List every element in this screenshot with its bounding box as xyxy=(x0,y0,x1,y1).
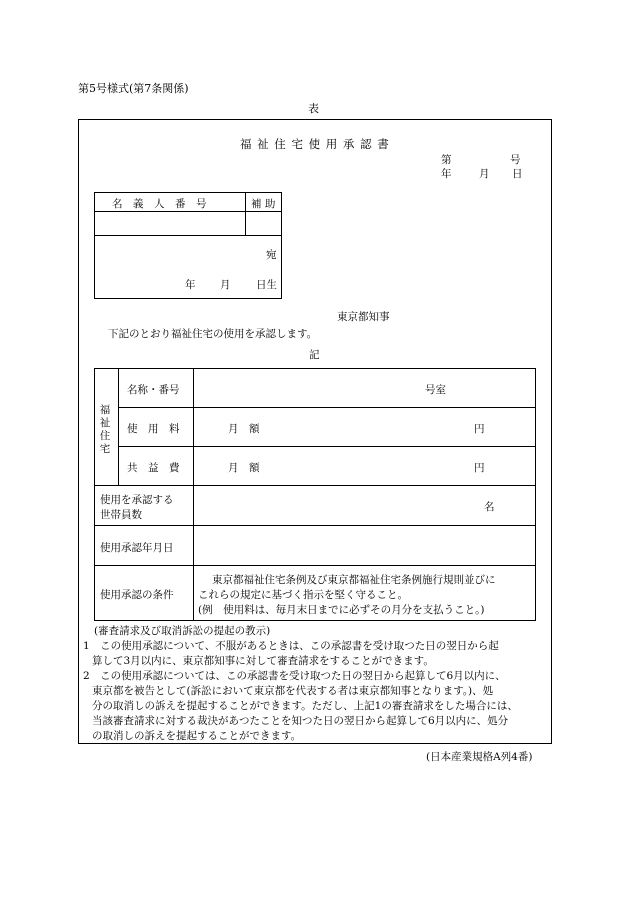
issuer: 東京都知事 xyxy=(337,311,390,323)
standard-note: (日本産業規格A列4番) xyxy=(426,751,533,763)
details-hline-2 xyxy=(118,446,536,447)
common-fee-monthly: 月 額 xyxy=(228,462,260,474)
room-unit: 号室 xyxy=(425,384,446,396)
date-year: 年 xyxy=(441,168,452,180)
notice-item2-line3: 分の取消しの訴えを提起することができます。ただし、上記1の審査請求をした場合には、 xyxy=(92,700,518,712)
ki-label: 記 xyxy=(309,349,320,361)
notice-item2-line1: 2 この使用承認については、この承認書を受け取つた日の翌日から起算して6月以内に、 xyxy=(83,670,506,682)
usage-fee-unit: 円 xyxy=(474,423,485,435)
conditions-line3: (例 使用料は、毎月末日までに必ずその月分を支払うこと。) xyxy=(198,604,485,616)
common-fee-unit: 円 xyxy=(474,462,485,474)
addressee-label: 宛 xyxy=(266,249,277,261)
birth-day: 日生 xyxy=(256,279,277,291)
details-hline-1 xyxy=(118,407,536,408)
conditions-line1: 東京都福祉住宅条例及び東京都福祉住宅条例施行規則並びに xyxy=(212,574,496,586)
side-label: 表 xyxy=(308,102,319,115)
notice-item2-line2: 東京都を被告として(訴訟において東京都を代表する者は東京都知事となります。)、処 xyxy=(92,685,494,697)
nominee-number-header: 名 義 人 番 号 xyxy=(112,198,207,210)
usage-fee-label: 使 用 料 xyxy=(127,423,180,435)
date-month: 月 xyxy=(479,168,490,180)
conditions-line2: これらの規定に基づく指示を堅く守ること。 xyxy=(198,589,408,601)
notice-item2-line4: 当該審査請求に対する裁決があつたことを知つた日の翌日から起算して6月以内に、処分 xyxy=(92,715,509,727)
nominee-divider-v xyxy=(245,192,246,236)
name-number-label: 名称・番号 xyxy=(127,384,180,396)
details-hline-5 xyxy=(94,565,536,566)
notice-heading: (審査請求及び取消訴訟の提起の教示) xyxy=(94,625,271,637)
birth-month: 月 xyxy=(220,279,231,291)
details-hline-4 xyxy=(94,525,536,526)
approval-date-label: 使用承認年月日 xyxy=(100,542,174,554)
intro-text: 下記のとおり福祉住宅の使用を承認します。 xyxy=(108,328,318,340)
number-prefix: 第 xyxy=(441,154,452,166)
conditions-label: 使用承認の条件 xyxy=(100,589,174,601)
household-label-line2: 世帯員数 xyxy=(100,509,142,521)
household-unit: 名 xyxy=(484,501,495,513)
notice-item1-line2: 算して3月以内に、東京都知事に対して審査請求をすることができます。 xyxy=(92,655,434,667)
date-day: 日 xyxy=(512,168,523,180)
assist-header: 補 助 xyxy=(251,198,276,210)
household-label-line1: 使用を承認する xyxy=(100,494,174,506)
birth-year: 年 xyxy=(185,279,196,291)
group-label-welfare-housing: 福祉住宅 xyxy=(99,404,111,455)
form-title: 福 祉 住 宅 使 用 承 認 書 xyxy=(240,137,390,151)
common-fee-label: 共 益 費 xyxy=(127,462,180,474)
form-number: 第5号様式(第7条関係) xyxy=(78,82,189,95)
number-suffix: 号 xyxy=(510,154,521,166)
nominee-divider-2 xyxy=(94,235,282,236)
details-vline-group xyxy=(118,368,119,486)
notice-item1-line1: 1 この使用承認について、不服があるときは、この承認書を受け取つた日の翌日から起 xyxy=(83,640,499,652)
usage-fee-monthly: 月 額 xyxy=(228,423,260,435)
details-vline-label xyxy=(193,368,194,621)
notice-item2-line5: の取消しの訴えを提起することができます。 xyxy=(92,730,302,742)
nominee-divider-1 xyxy=(94,211,282,212)
details-hline-3 xyxy=(94,485,536,486)
